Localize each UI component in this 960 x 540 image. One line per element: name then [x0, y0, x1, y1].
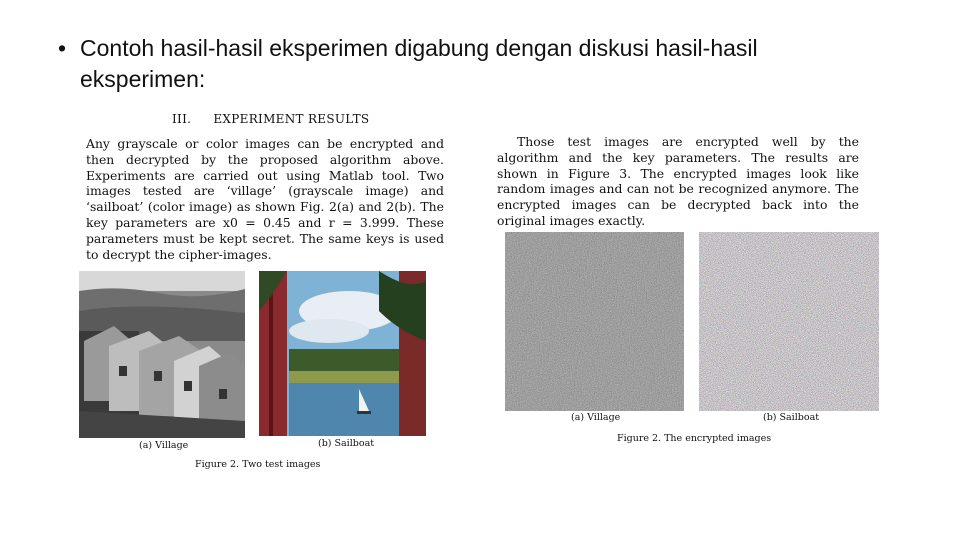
sailboat-photo: [259, 271, 426, 436]
right-caption-b: (b) Sailboat: [763, 412, 820, 423]
right-caption-a: (a) Village: [571, 412, 621, 423]
section-heading: [172, 112, 369, 126]
section-number: III.: [172, 112, 192, 126]
encrypted-sailboat-image: [699, 232, 879, 411]
bullet-symbol: •: [58, 35, 67, 61]
left-figure-caption: Figure 2. Two test images: [195, 459, 321, 470]
left-paragraph: Any grayscale or color images can be encrypted and then decrypted by the proposed algorithm above. Experiments are carried out using Matlab tool. Two images tested are ‘village’ (grayscale image) and ‘sailboat’ (color image) as shown Fig. 2(a) and 2(b). The key parameters are x0 = 0.45 and r = 3.999. These parameters must be kept secret. The same keys is used to decrypt the cipher-images.: [86, 136, 444, 262]
village-photo: [79, 271, 245, 438]
encrypted-village-image: [505, 232, 684, 411]
section-title: EXPERIMENT RESULTS: [213, 112, 370, 126]
right-paragraph: Those test images are encrypted well by the algorithm and the key parameters. The results are shown in Figure 3. The encrypted images look like random images and can not be recognized anymore. The encrypted images can be decrypted back into the original images exactly.: [497, 134, 859, 228]
left-caption-a: (a) Village: [139, 440, 189, 451]
bullet-text: Contoh hasil-hasil eksperimen digabung dengan diskusi hasil-hasil eksperimen:: [80, 35, 758, 92]
left-caption-b: (b) Sailboat: [318, 438, 375, 449]
right-figure-caption: Figure 2. The encrypted images: [617, 433, 772, 444]
